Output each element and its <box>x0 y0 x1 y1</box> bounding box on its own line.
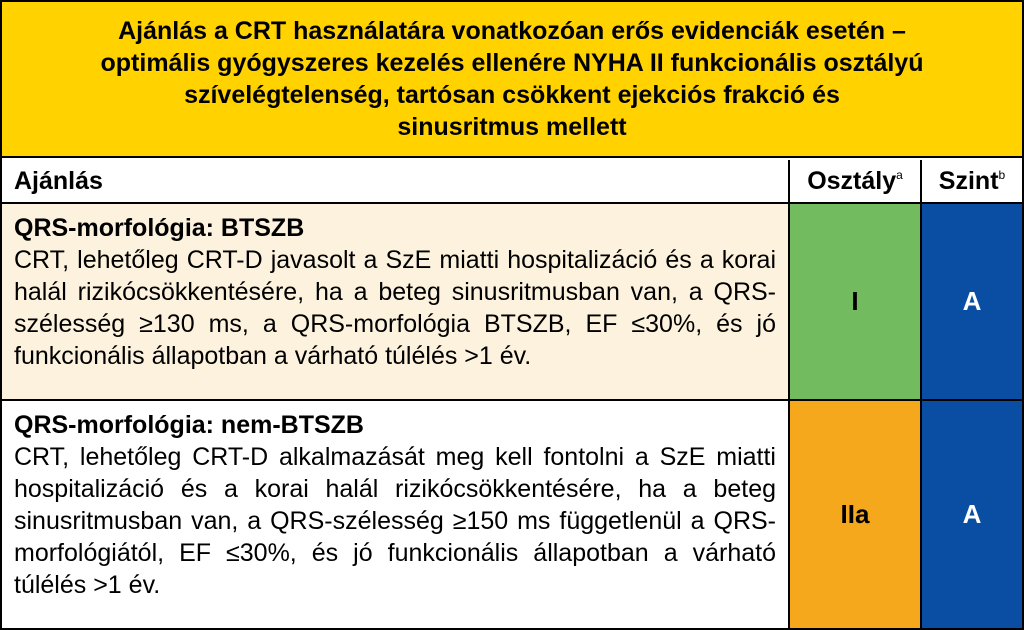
row-text: CRT, lehetőleg CRT-D alkalmazását meg kell fontolni a SzE miatti hospitalizáció és a korai halál rizikócsökkentésére, ha a beteg sinusritmusban van, a QRS-szélesség ≥150 ms függetlenül a QRS-morfológiától, EF ≤30%, és jó funkcionális állapotban a várható túlélés >1 év. <box>14 443 776 599</box>
row-heading: QRS-morfológia: nem-BTSZB <box>14 411 364 439</box>
title-line: optimális gyógyszeres kezelés ellenére NYHA II funkcionális osztályú <box>100 49 924 77</box>
title-line: Ajánlás a CRT használatára vonatkozóan erős evidenciák esetén – <box>118 17 906 45</box>
recommendation-cell <box>2 204 790 399</box>
title-line: sinusritmus mellett <box>397 113 627 141</box>
header-recommendation <box>2 160 790 204</box>
recommendation-cell <box>2 401 790 628</box>
table-row <box>2 204 1022 401</box>
header-recommendation-label: Ajánlás <box>14 166 103 195</box>
header-level-footnote: b <box>998 168 1006 182</box>
row-text: CRT, lehetőleg CRT-D javasolt a SzE miatti hospitalizáció és a korai halál rizikócsökkentésére, ha a beteg sinusritmusban van, a QRS-szélesség ≥130 ms, a QRS-morfológia BTSZB, EF ≤30%, és jó funkcionális állapotban a várható túlélés >1 év. <box>14 246 776 370</box>
title-line: szívelégtelenség, tartósan csökkent ejekciós frakció és <box>184 81 840 109</box>
table-row <box>2 401 1022 628</box>
header-class <box>790 160 922 204</box>
level-badge: A <box>922 204 1022 399</box>
class-badge: I <box>790 204 922 399</box>
table-title <box>2 2 1022 158</box>
class-badge: IIa <box>790 401 922 628</box>
header-class-footnote: a <box>896 168 903 182</box>
header-class-label: Osztály <box>807 166 897 195</box>
level-badge: A <box>922 401 1022 628</box>
header-level-label: Szint <box>938 166 999 195</box>
row-heading: QRS-morfológia: BTSZB <box>14 214 305 242</box>
header-level <box>922 160 1022 204</box>
